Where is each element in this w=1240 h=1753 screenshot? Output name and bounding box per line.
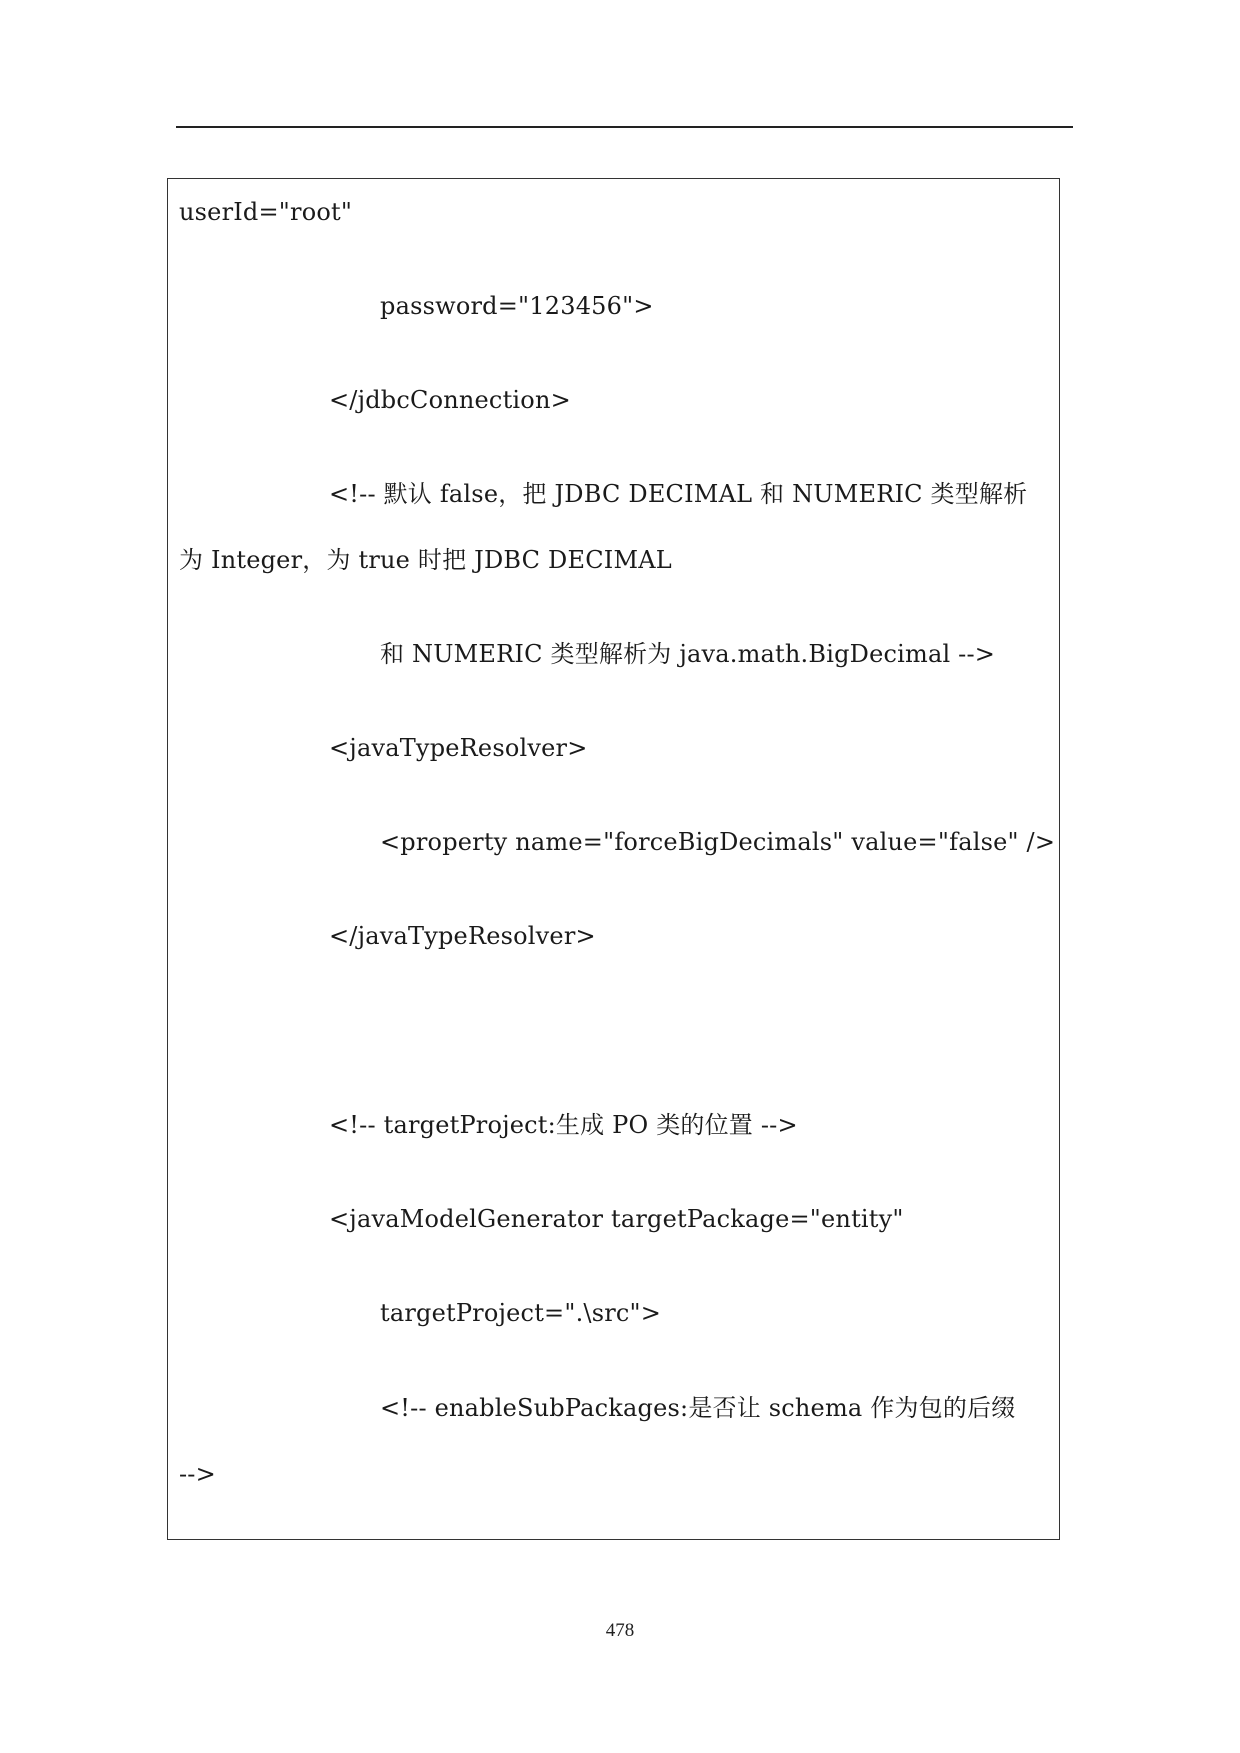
- code-line: </jdbcConnection>: [329, 386, 571, 414]
- code-line: 和 NUMERIC 类型解析为 java.math.BigDecimal -->: [380, 640, 996, 668]
- code-line: -->: [179, 1460, 216, 1488]
- code-line: password="123456">: [380, 292, 654, 320]
- header-rule: [176, 126, 1073, 128]
- code-line: <property name="forceBigDecimals" value="false" />: [380, 828, 1056, 856]
- code-line: <!-- 默认 false，把 JDBC DECIMAL 和 NUMERIC 类型解析: [329, 480, 1028, 508]
- code-line: targetProject=".\src">: [380, 1299, 662, 1327]
- code-line: 为 Integer，为 true 时把 JDBC DECIMAL: [179, 546, 672, 574]
- code-line: <!-- enableSubPackages:是否让 schema 作为包的后缀: [380, 1394, 1016, 1422]
- code-line: userId="root": [179, 198, 353, 226]
- code-line: <javaTypeResolver>: [329, 734, 588, 762]
- code-line: <javaModelGenerator targetPackage="entity": [329, 1205, 904, 1233]
- code-listing-box: [167, 178, 1060, 1540]
- code-line: </javaTypeResolver>: [329, 922, 596, 950]
- page-number: 478: [605, 1620, 635, 1641]
- code-line: <!-- targetProject:生成 PO 类的位置 -->: [329, 1111, 798, 1139]
